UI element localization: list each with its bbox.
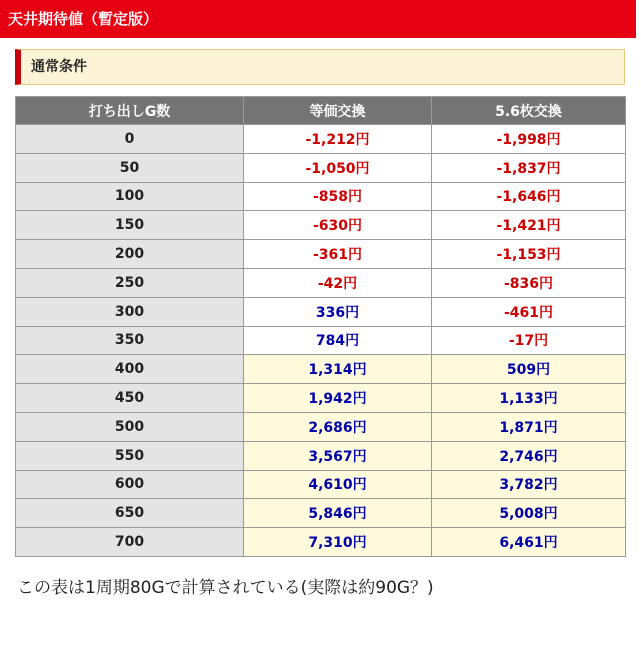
games-cell: 250 xyxy=(16,268,244,297)
equal-exchange-value-cell: 1,314円 xyxy=(244,355,432,384)
column-header-games: 打ち出しG数 xyxy=(16,97,244,125)
equal-exchange-value-cell: 3,567円 xyxy=(244,441,432,470)
equal-exchange-value-cell: -361円 xyxy=(244,240,432,269)
table-header-row xyxy=(16,97,626,125)
equal-exchange-value-cell: -1,050円 xyxy=(244,153,432,182)
table-row xyxy=(16,153,626,182)
equal-exchange-value-cell: -858円 xyxy=(244,182,432,211)
table-row xyxy=(16,441,626,470)
games-cell: 150 xyxy=(16,211,244,240)
table-row xyxy=(16,268,626,297)
exchange-56-value-cell: 2,746円 xyxy=(432,441,626,470)
equal-exchange-value-cell: 4,610円 xyxy=(244,470,432,499)
table-row xyxy=(16,240,626,269)
games-cell: 500 xyxy=(16,412,244,441)
table-row xyxy=(16,355,626,384)
equal-exchange-value-cell: -630円 xyxy=(244,211,432,240)
table-row xyxy=(16,297,626,326)
exchange-56-value-cell: -1,646円 xyxy=(432,182,626,211)
exchange-56-value-cell: -17円 xyxy=(432,326,626,355)
table-row xyxy=(16,125,626,154)
games-cell: 400 xyxy=(16,355,244,384)
table-body xyxy=(16,125,626,557)
games-cell: 50 xyxy=(16,153,244,182)
equal-exchange-value-cell: 5,846円 xyxy=(244,499,432,528)
table-row xyxy=(16,412,626,441)
column-header-equal-exchange: 等価交換 xyxy=(244,97,432,125)
games-cell: 300 xyxy=(16,297,244,326)
exchange-56-value-cell: -836円 xyxy=(432,268,626,297)
exchange-56-value-cell: 509円 xyxy=(432,355,626,384)
exchange-56-value-cell: 5,008円 xyxy=(432,499,626,528)
table-row xyxy=(16,326,626,355)
exchange-56-value-cell: -1,998円 xyxy=(432,125,626,154)
table-row xyxy=(16,211,626,240)
equal-exchange-value-cell: 2,686円 xyxy=(244,412,432,441)
footnote: この表は1周期80Gで計算されている(実際は約90G？) xyxy=(17,578,434,598)
exchange-56-value-cell: -1,153円 xyxy=(432,240,626,269)
exchange-56-value-cell: -1,421円 xyxy=(432,211,626,240)
column-header-56-exchange: 5.6枚交換 xyxy=(432,97,626,125)
table-row xyxy=(16,182,626,211)
table-row xyxy=(16,499,626,528)
exchange-56-value-cell: 1,871円 xyxy=(432,412,626,441)
games-cell: 650 xyxy=(16,499,244,528)
games-cell: 350 xyxy=(16,326,244,355)
exchange-56-value-cell: 6,461円 xyxy=(432,528,626,557)
table-row xyxy=(16,528,626,557)
games-cell: 200 xyxy=(16,240,244,269)
page-title: 天井期待値（暫定版） xyxy=(0,0,636,38)
table-row xyxy=(16,384,626,413)
exchange-56-value-cell: -461円 xyxy=(432,297,626,326)
equal-exchange-value-cell: 1,942円 xyxy=(244,384,432,413)
exchange-56-value-cell: 1,133円 xyxy=(432,384,626,413)
equal-exchange-value-cell: -1,212円 xyxy=(244,125,432,154)
expected-value-table xyxy=(15,96,626,557)
equal-exchange-value-cell: -42円 xyxy=(244,268,432,297)
equal-exchange-value-cell: 7,310円 xyxy=(244,528,432,557)
exchange-56-value-cell: -1,837円 xyxy=(432,153,626,182)
section-title: 通常条件 xyxy=(15,49,625,85)
exchange-56-value-cell: 3,782円 xyxy=(432,470,626,499)
games-cell: 0 xyxy=(16,125,244,154)
games-cell: 450 xyxy=(16,384,244,413)
games-cell: 100 xyxy=(16,182,244,211)
games-cell: 700 xyxy=(16,528,244,557)
equal-exchange-value-cell: 784円 xyxy=(244,326,432,355)
games-cell: 550 xyxy=(16,441,244,470)
table-row xyxy=(16,470,626,499)
equal-exchange-value-cell: 336円 xyxy=(244,297,432,326)
games-cell: 600 xyxy=(16,470,244,499)
